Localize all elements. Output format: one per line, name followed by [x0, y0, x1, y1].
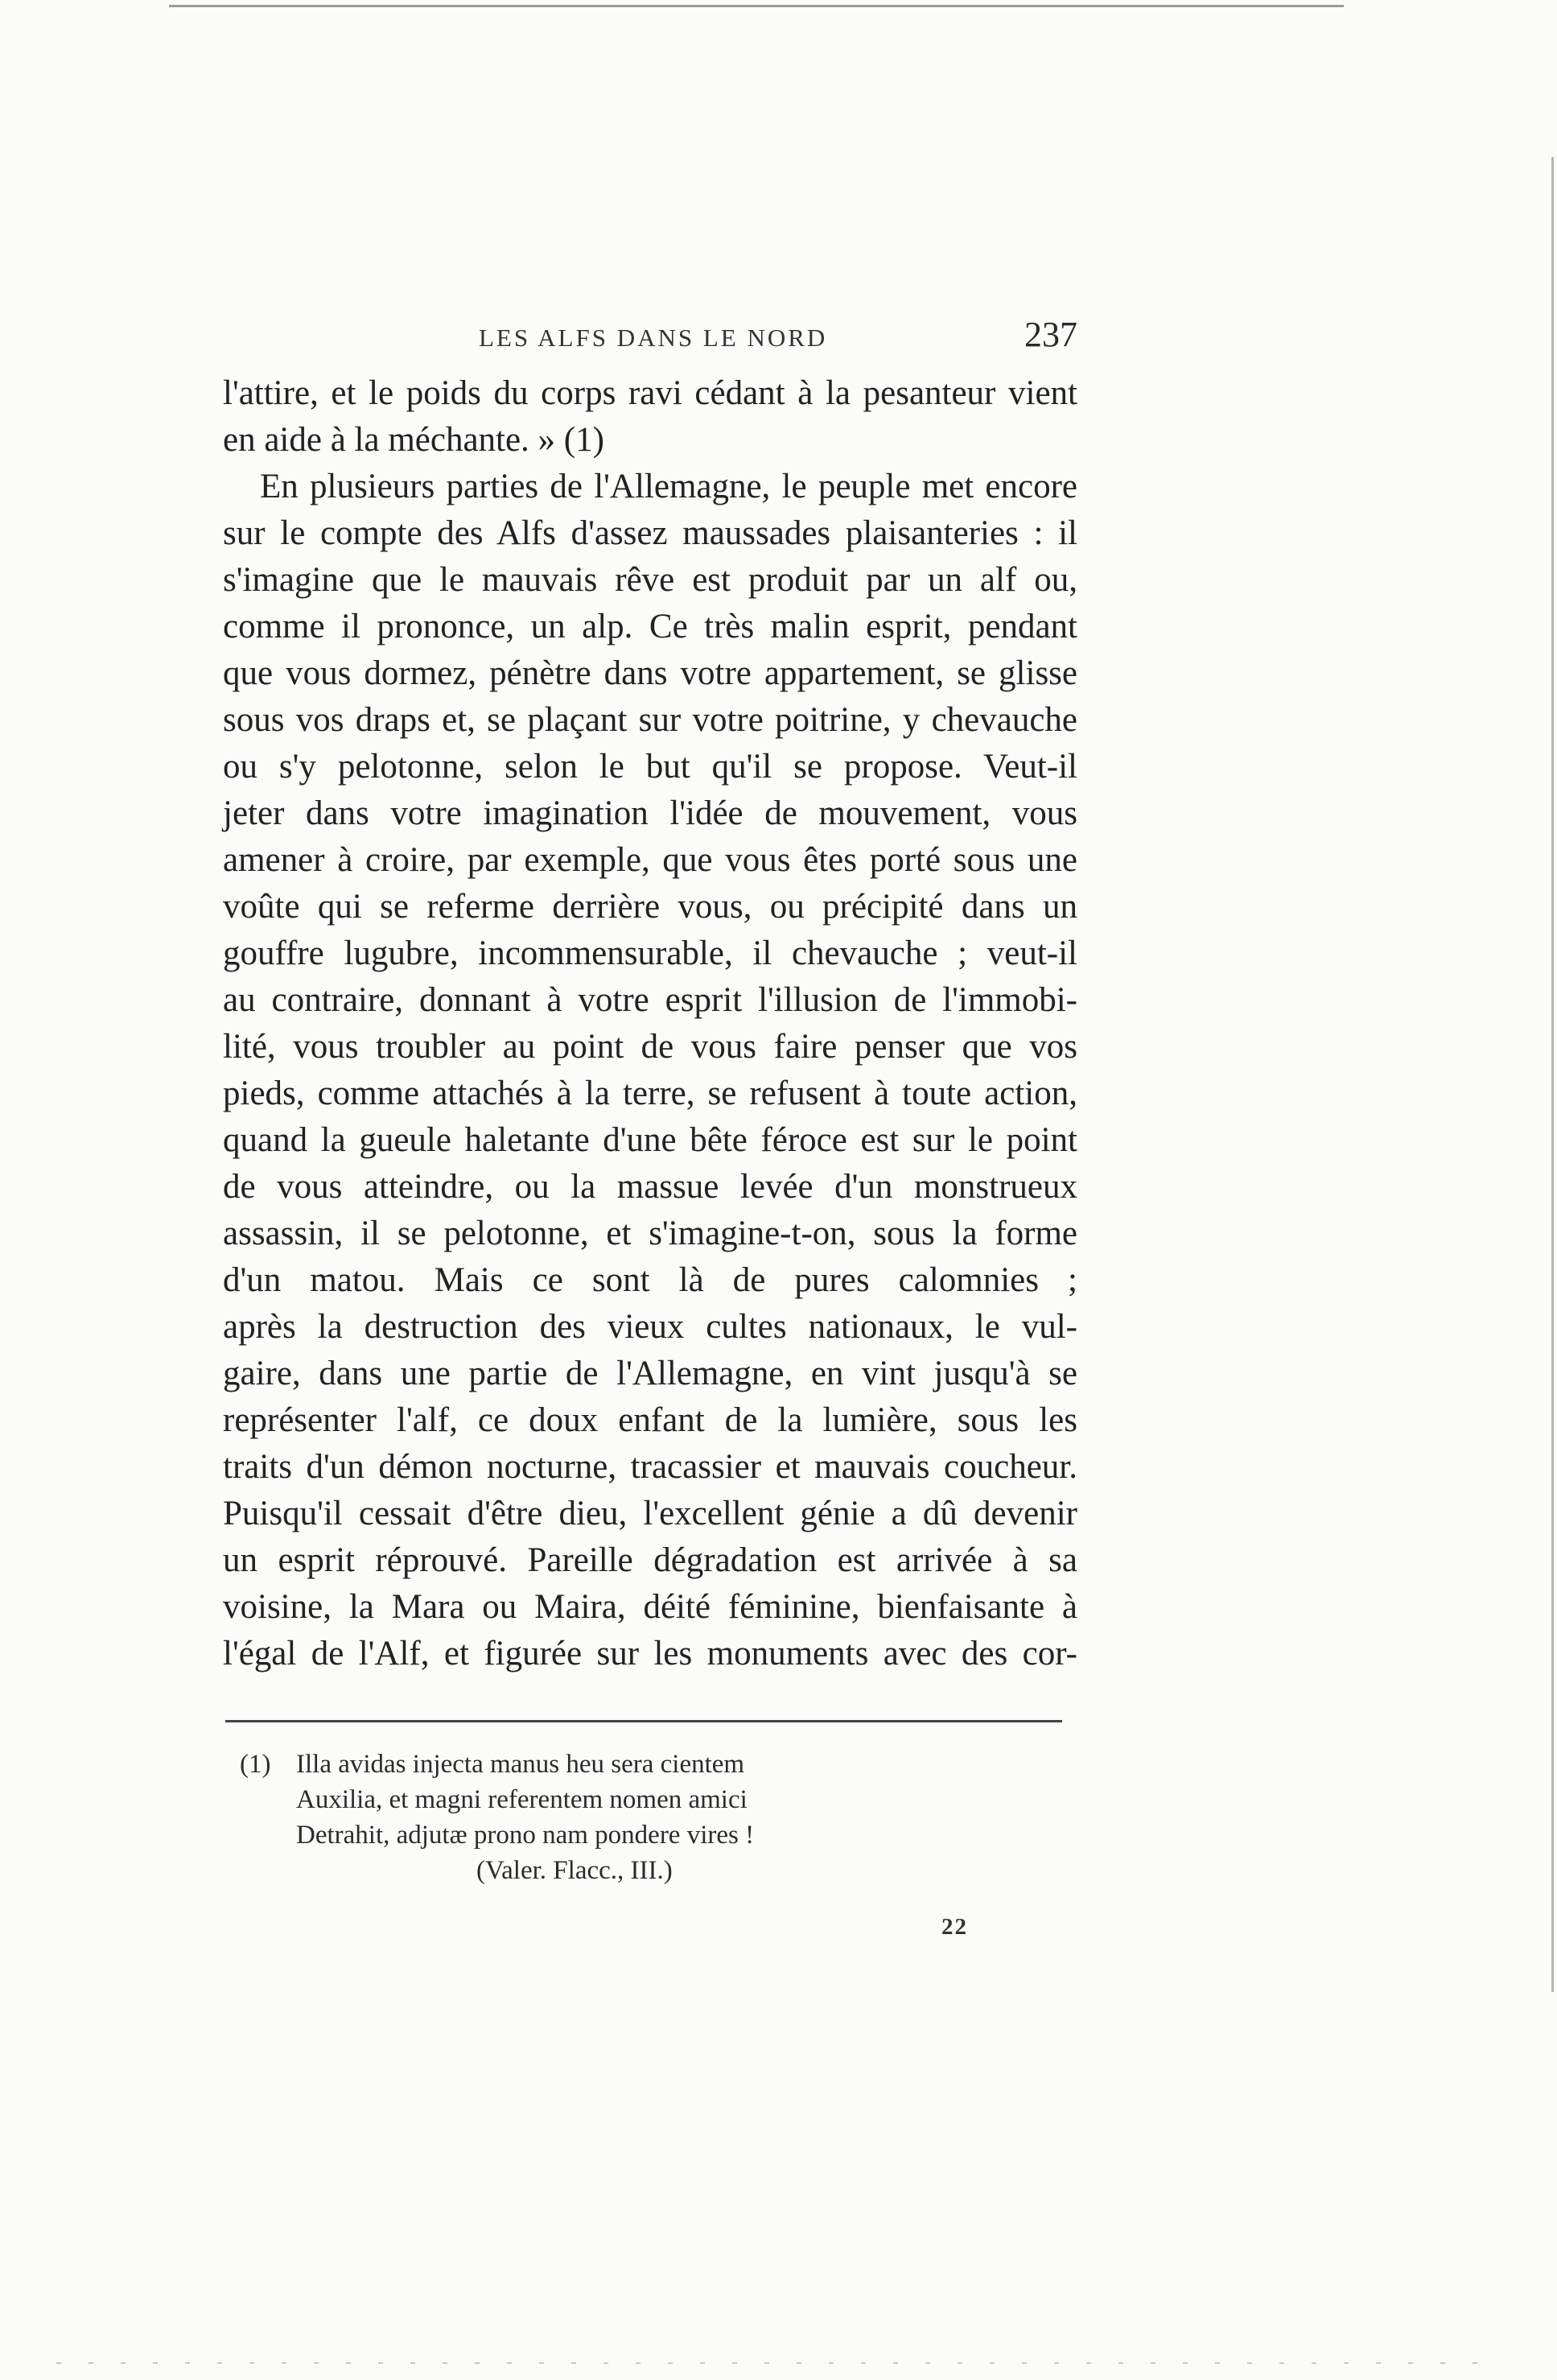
text-line: de vous atteindre, ou la massue levée d'un monstrueux [223, 1168, 1077, 1206]
text-line: lité, vous troubler au point de vous faire penser que vos [223, 1028, 1077, 1066]
body-text [223, 370, 1077, 1677]
text-line: ou s'y pelotonne, selon le but qu'il se propose. Veut-il [223, 748, 1077, 786]
text-line: Puisqu'il cessait d'être dieu, l'excellent génie a dû devenir [223, 1495, 1077, 1532]
text-line: après la destruction des vieux cultes nationaux, le vul- [223, 1308, 1077, 1346]
text-line: d'un matou. Mais ce sont là de pures calomnies ; [223, 1261, 1077, 1299]
text-line: traits d'un démon nocturne, tracassier et mauvais coucheur. [223, 1448, 1077, 1486]
text-line: En plusieurs parties de l'Allemagne, le peuple met encore [260, 468, 1077, 505]
text-line: représenter l'alf, ce doux enfant de la lumière, sous les [223, 1401, 1077, 1439]
footnote-source: (Valer. Flacc., III.) [476, 1856, 673, 1885]
footnote-divider [225, 1720, 1062, 1722]
text-line: sous vos draps et, se plaçant sur votre poitrine, y chevauche [223, 701, 1077, 739]
footnote-marker: (1) [240, 1750, 271, 1779]
text-line: gaire, dans une partie de l'Allemagne, en vint jusqu'à se [223, 1355, 1077, 1392]
text-line: en aide à la méchante. » (1) [223, 421, 604, 459]
footnote-verse: Illa avidas injecta manus heu sera cientem [296, 1750, 745, 1779]
text-line: voisine, la Mara ou Maira, déité féminine, bienfaisante à [223, 1588, 1077, 1626]
text-line: pieds, comme attachés à la terre, se refusent à toute action, [223, 1075, 1077, 1112]
top-edge-rule [169, 5, 1344, 7]
footnote-verse: Detrahit, adjutæ prono nam pondere vires ! [296, 1821, 755, 1850]
signature-mark: 22 [941, 1914, 968, 1940]
text-line: sur le compte des Alfs d'assez maussades plaisanteries : il [223, 514, 1077, 552]
text-line: l'égal de l'Alf, et figurée sur les monuments avec des cor- [223, 1635, 1077, 1673]
running-title: LES ALFS DANS LE NORD [479, 324, 828, 352]
page-header [223, 314, 1077, 362]
text-line: au contraire, donnant à votre esprit l'illusion de l'immobi- [223, 981, 1077, 1019]
text-line: assassin, il se pelotonne, et s'imagine-t-on, sous la forme [223, 1215, 1077, 1252]
text-line: voûte qui se referme derrière vous, ou précipité dans un [223, 888, 1077, 926]
page-number: 237 [1024, 315, 1077, 354]
text-line: un esprit réprouvé. Pareille dégradation est arrivée à sa [223, 1541, 1077, 1579]
footnote-verse: Auxilia, et magni referentem nomen amici [296, 1785, 748, 1814]
scan-specks [56, 2362, 1505, 2364]
text-line: quand la gueule haletante d'une bête féroce est sur le point [223, 1121, 1077, 1159]
page-edge-shadow [1551, 157, 1554, 1992]
text-line: comme il prononce, un alp. Ce très malin esprit, pendant [223, 608, 1077, 646]
text-line: s'imagine que le mauvais rêve est produit par un alf ou, [223, 561, 1077, 599]
text-line: amener à croire, par exemple, que vous êtes porté sous une [223, 841, 1077, 879]
text-line: gouffre lugubre, incommensurable, il chevauche ; veut-il [223, 934, 1077, 972]
text-line: l'attire, et le poids du corps ravi cédant à la pesanteur vient [223, 374, 1077, 412]
text-line: jeter dans votre imagination l'idée de mouvement, vous [223, 794, 1077, 832]
footnote [240, 1747, 851, 1888]
text-line: que vous dormez, pénètre dans votre appartement, se glisse [223, 654, 1077, 692]
